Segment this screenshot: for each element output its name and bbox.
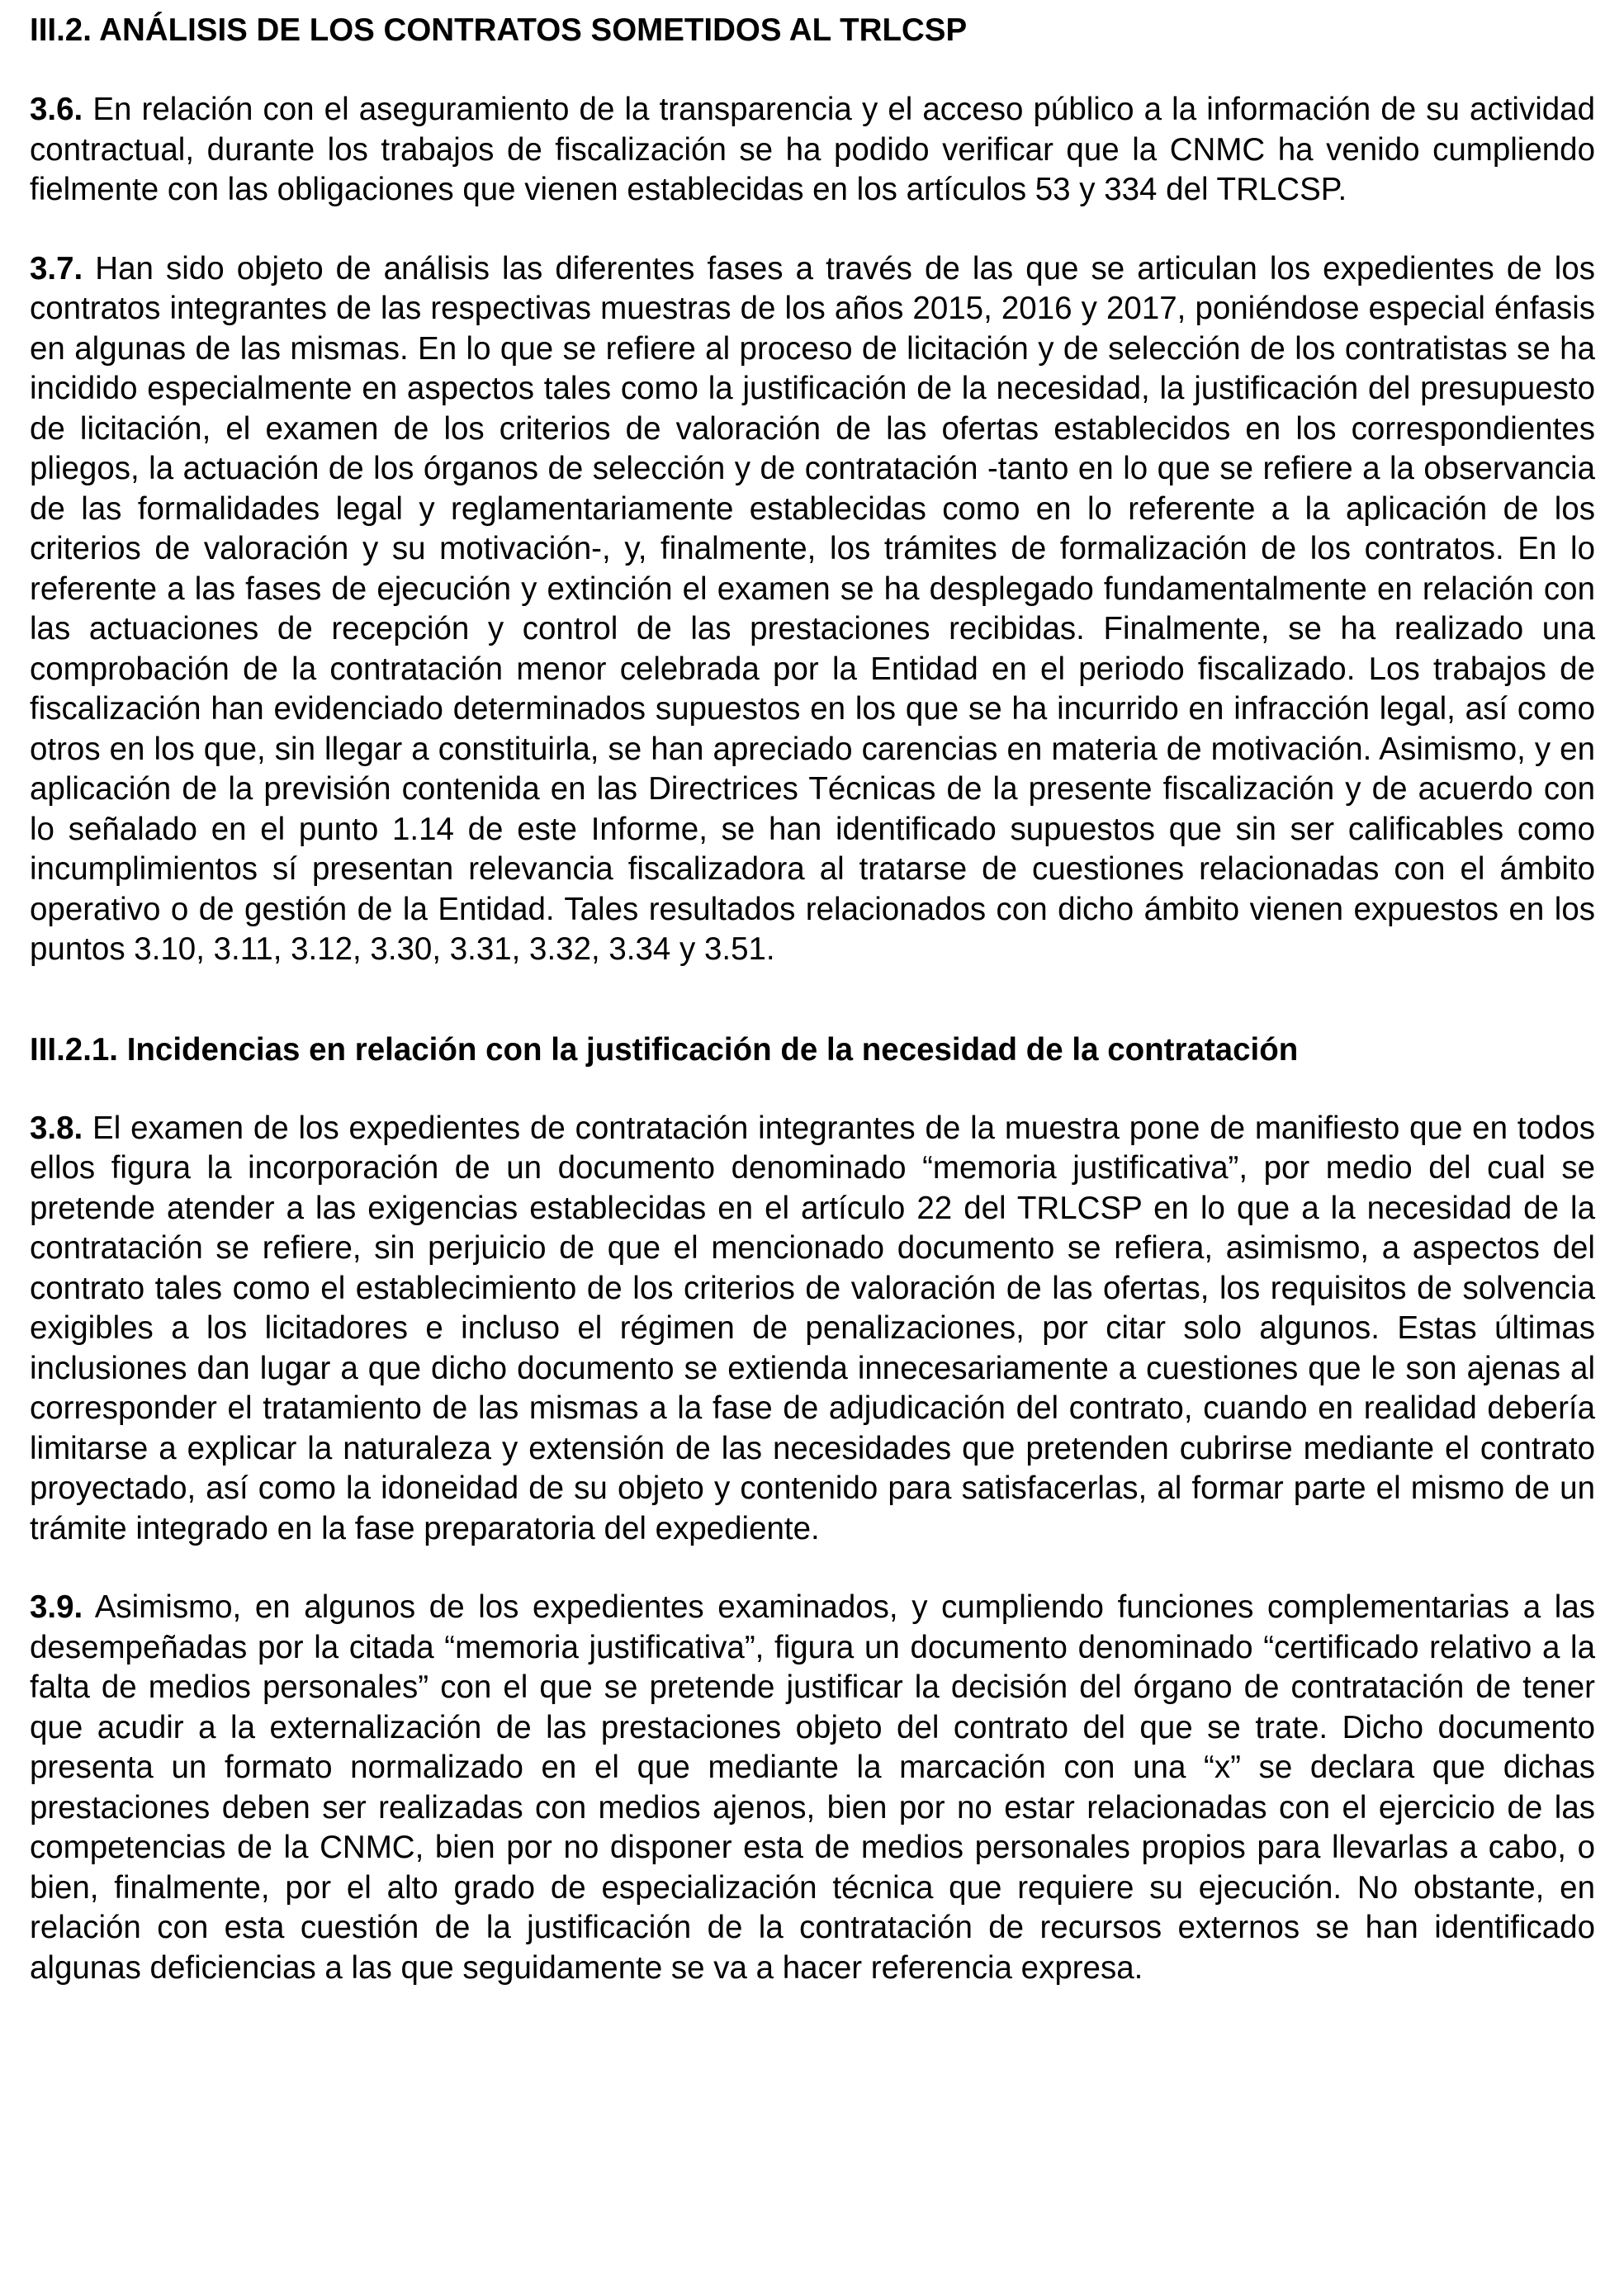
paragraph-number: 3.9. <box>30 1589 83 1625</box>
document-page <box>30 10 1595 1988</box>
section-title: III.2. ANÁLISIS DE LOS CONTRATOS SOMETIDOS AL TRLCSP <box>30 12 968 48</box>
paragraph-text: El examen de los expedientes de contratación integrantes de la muestra pone de manifiesto que en todos ellos figura la incorporación de un documento denominado “memoria justificativa”, por medio del cual se pretende atender a las exigencias establecidas en el artículo 22 del TRLCSP en lo que a la necesidad de la contratación se refiere, sin perjuicio de que el mencionado documento se refiera, asimismo, a aspectos del contrato tales como el establecimiento de los criterios de valoración de las ofertas, los requisitos de solvencia exigibles a los licitadores e incluso el régimen de penalizaciones, por citar solo algunos. Estas últimas inclusiones dan lugar a que dicho documento se extienda innecesariamente a cuestiones que le son ajenas al corresponder el tratamiento de las mismas a la fase de adjudicación del contrato, cuando en realidad debería limitarse a explicar la naturaleza y extensión de las necesidades que pretenden cubrirse mediante el contrato proyectado, así como la idoneidad de su objeto y contenido para satisfacerlas, al formar parte el mismo de un trámite integrado en la fase preparatoria del expediente. <box>30 1110 1595 1546</box>
subsection-title: III.2.1. Incidencias en relación con la justificación de la necesidad de la contratación <box>30 1031 1299 1068</box>
paragraph-3-8 <box>30 1109 1595 1550</box>
paragraph-3-9 <box>30 1588 1595 1988</box>
paragraph-number: 3.6. <box>30 92 83 127</box>
paragraph-text: Han sido objeto de análisis las diferentes fases a través de las que se articulan los expedientes de los contratos integrantes de las respectivas muestras de los años 2015, 2016 y 2017, poniéndose especial énfasis en algunas de las mismas. En lo que se refiere al proceso de licitación y de selección de los contratistas se ha incidido especialmente en aspectos tales como la justificación de la necesidad, la justificación del presupuesto de licitación, el examen de los criterios de valoración de las ofertas establecidos en los correspondientes pliegos, la actuación de los órganos de selección y de contratación -tanto en lo que se refiere a la observancia de las formalidades legal y reglamentariamente establecidas como en lo referente a la aplicación de los criterios de valoración y su motivación-, y, finalmente, los trámites de formalización de los contratos. En lo referente a las fases de ejecución y extinción el examen se ha desplegado fundamentalmente en relación con las actuaciones de recepción y control de las prestaciones recibidas. Finalmente, se ha realizado una comprobación de la contratación menor celebrada por la Entidad en el periodo fiscalizado. Los trabajos de fiscalización han evidenciado determinados supuestos en los que se ha incurrido en infracción legal, así como otros en los que, sin llegar a constituirla, se han apreciado carencias en materia de motivación. Asimismo, y en aplicación de la previsión contenida en las Directrices Técnicas de la presente fiscalización y de acuerdo con lo señalado en el punto 1.14 de este Informe, se han identificado supuestos que sin ser calificables como incumplimientos sí presentan relevancia fiscalizadora al tratarse de cuestiones relacionadas con el ámbito operativo o de gestión de la Entidad. Tales resultados relacionados con dicho ámbito vienen expuestos en los puntos 3.10, 3.11, 3.12, 3.30, 3.31, 3.32, 3.34 y 3.51. <box>30 250 1595 967</box>
paragraph-number: 3.7. <box>30 250 83 286</box>
paragraph-3-6 <box>30 90 1595 211</box>
paragraph-text: Asimismo, en algunos de los expedientes examinados, y cumpliendo funciones complementarias a las desempeñadas por la citada “memoria justificativa”, figura un documento denominado “certificado relativo a la falta de medios personales” con el que se pretende justificar la decisión del órgano de contratación de tener que acudir a la externalización de las prestaciones objeto del contrato del que se trate. Dicho documento presenta un formato normalizado en el que mediante la marcación con una “x” se declara que dichas prestaciones deben ser realizadas con medios ajenos, bien por no estar relacionadas con el ejercicio de las competencias de la CNMC, bien por no disponer esta de medios personales propios para llevarlas a cabo, o bien, finalmente, por el alto grado de especialización técnica que requiere su ejecución. No obstante, en relación con esta cuestión de la justificación de la contratación de recursos externos se han identificado algunas deficiencias a las que seguidamente se va a hacer referencia expresa. <box>30 1589 1596 1986</box>
paragraph-text: En relación con el aseguramiento de la transparencia y el acceso público a la información de su actividad contractual, durante los trabajos de fiscalización se ha podido verificar que la CNMC ha venido cumpliendo fielmente con las obligaciones que vienen establecidas en los artículos 53 y 334 del TRLCSP. <box>30 92 1595 207</box>
paragraph-number: 3.8. <box>30 1110 83 1146</box>
paragraph-3-7 <box>30 249 1595 970</box>
